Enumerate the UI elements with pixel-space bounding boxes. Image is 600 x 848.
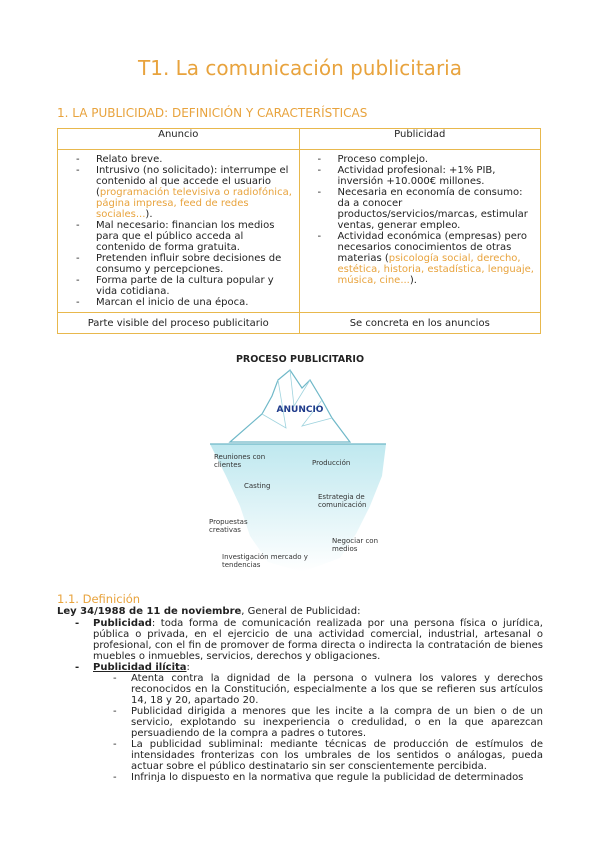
law-reference: Ley 34/1988 de 11 de noviembre, General de Publicidad: <box>57 606 361 617</box>
publicidad-cell <box>299 150 541 313</box>
comparison-table <box>57 128 541 334</box>
definition-publicidad: - Publicidad: toda forma de comunicación realizada por una persona física o jurídica, pública o privada, en el ejercicio de una actividad comercial, industrial, artesanal o profesional, con el fin de promover de forma directa o indirecta la contratación de bienes muebles o inmuebles, servicios, derechos y obligaciones. <box>75 618 543 662</box>
label-reuniones: Reuniones con clientes <box>214 453 266 469</box>
label-investigacion: Investigación mercado y tendencias <box>222 553 308 569</box>
section-heading-1-1: 1.1. Definición <box>57 592 141 606</box>
label-produccion: Producción <box>312 459 351 467</box>
anuncio-cell <box>58 150 300 313</box>
list-item: - Marcan el inicio de una época. <box>66 297 293 308</box>
iceberg-title: PROCESO PUBLICITARIO <box>235 354 365 365</box>
ilicita-item: - Publicidad dirigida a menores que les incite a la compra de un bien o de un servicio, explotando su inexperiencia o credulidad, o en la que aparezcan persuadiendo de la compra a padres o tutores. <box>113 706 543 739</box>
ilicita-item: - Atenta contra la dignidad de la persona o vulnera los valores y derechos reconocidos en la Constitución, especialmente a los que se refieren sus artículos 14, 18 y 20, apartado 20. <box>113 673 543 706</box>
anuncio-list <box>66 154 293 308</box>
page-title: T1. La comunicación publicitaria <box>138 56 462 80</box>
list-item: - Actividad profesional: +1% PIB, inversión +10.000€ millones. <box>308 165 535 187</box>
iceberg-tip-label: ANUNCIO <box>276 405 324 415</box>
ilicita-item: - La publicidad subliminal: mediante técnicas de producción de estímulos de intensidades fronterizas con los umbrales de los sentidos o análogas, pueda actuar sobre el público destinatario sin ser conscientemente percibida. <box>113 739 543 772</box>
definition-list <box>57 618 543 783</box>
label-propuestas: Propuestas creativas <box>209 518 248 534</box>
label-estrategia: Estrategia de comunicación <box>318 493 367 509</box>
list-item: - Actividad económica (empresas) pero necesarios conocimientos de otras materias (psicología social, derecho, estética, historia, estadística, lenguaje, música, cine...). <box>308 231 535 286</box>
list-item: - Mal necesario: financian los medios para que el público acceda al contenido de forma gratuita. <box>66 220 293 253</box>
list-item: - Forma parte de la cultura popular y vida cotidiana. <box>66 275 293 297</box>
label-negociar: Negociar con medios <box>332 537 379 553</box>
publicidad-footer: Se concreta en los anuncios <box>299 313 541 334</box>
definition-ilicita: - Publicidad ilícita: <box>75 662 190 673</box>
list-item: - Relato breve. <box>66 154 293 165</box>
col-header-anuncio: Anuncio <box>58 129 300 150</box>
publicidad-list <box>308 154 535 286</box>
ilicita-item: - Infrinja lo dispuesto en la normativa que regule la publicidad de determinados <box>113 772 524 783</box>
section-heading-1: 1. LA PUBLICIDAD: DEFINICIÓN Y CARACTERÍSTICAS <box>57 106 368 120</box>
list-item: - Necesaria en economía de consumo: da a conocer productos/servicios/marcas, estimular ventas, generar empleo. <box>308 187 535 231</box>
list-item: - Pretenden influir sobre decisiones de consumo y percepciones. <box>66 253 293 275</box>
list-item: - Proceso complejo. <box>308 154 535 165</box>
anuncio-footer: Parte visible del proceso publicitario <box>58 313 300 334</box>
col-header-publicidad: Publicidad <box>299 129 541 150</box>
label-casting: Casting <box>244 482 271 490</box>
list-item: - Intrusivo (no solicitado): interrumpe el contenido al que accede el usuario (programación televisiva o radiofónica, página impresa, feed de redes sociales...). <box>66 165 293 220</box>
